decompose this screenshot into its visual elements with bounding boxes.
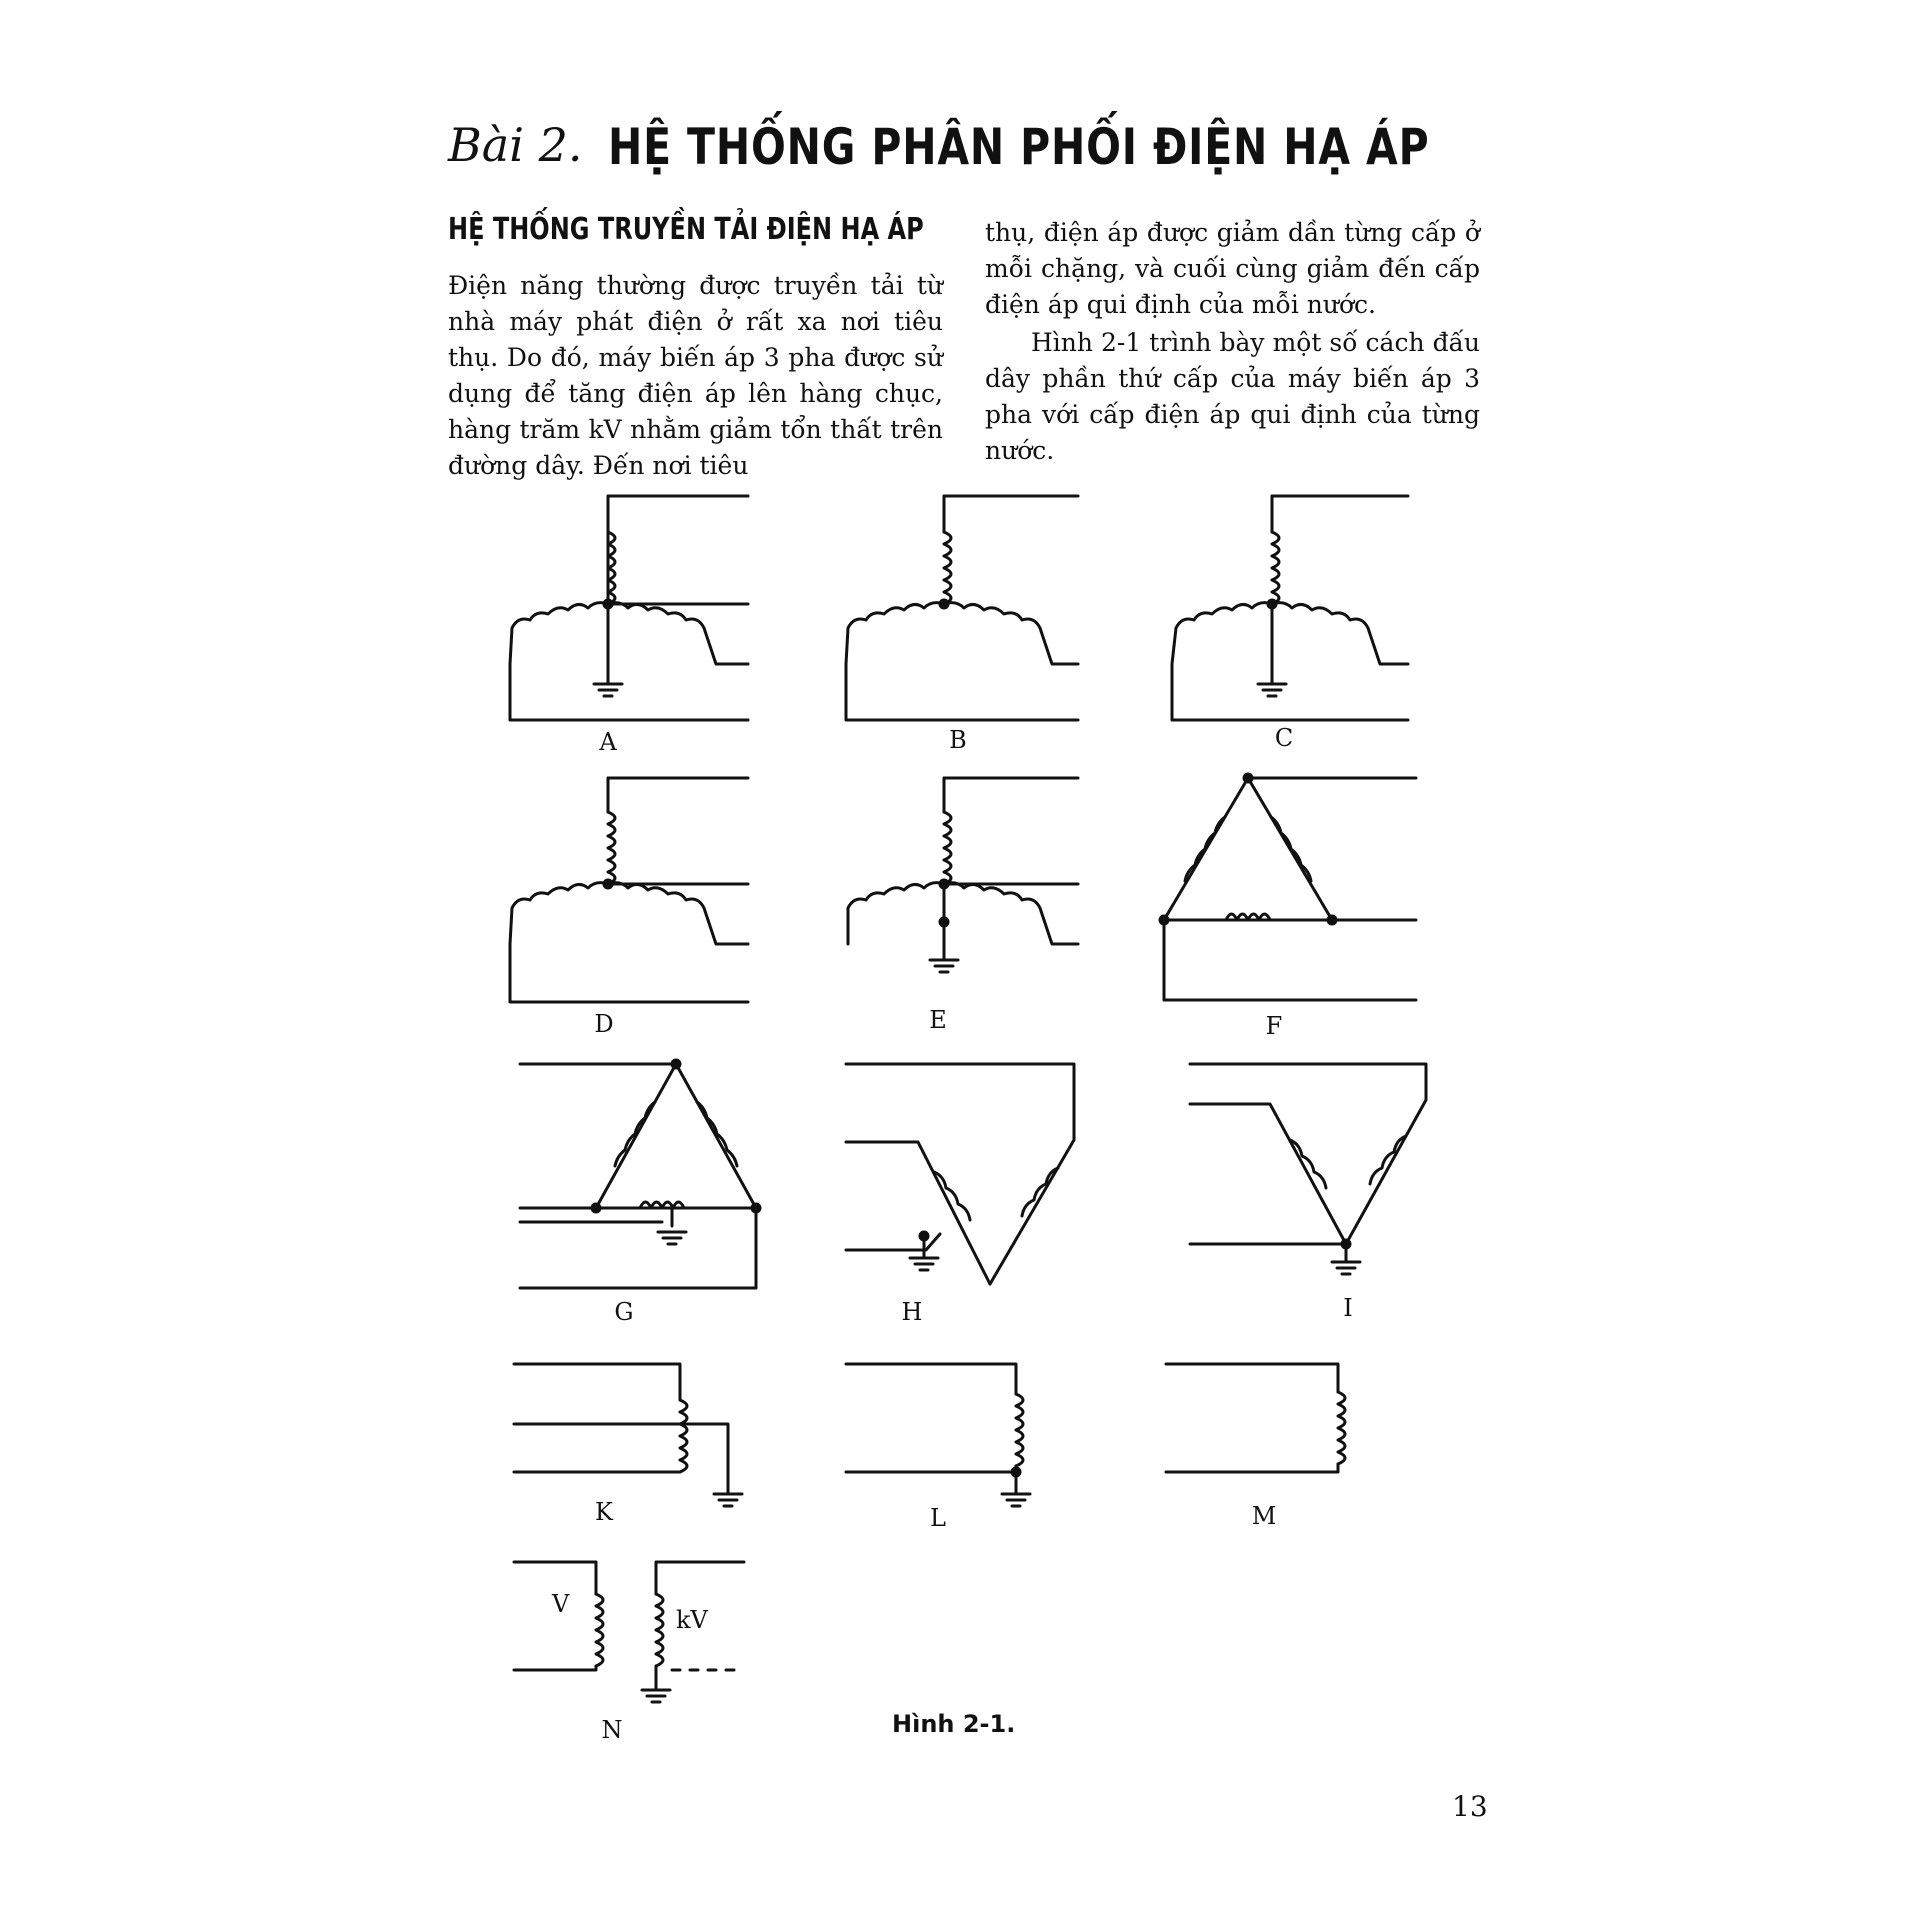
- paragraph-1: Điện năng thường được truyền tải từ nhà máy phát điện ở rất xa nơi tiêu thụ. Do đó, máy biến áp 3 pha được sử dụng để tăng điện áp lên hàng chục, hàng trăm kV nhằm giảm tổn thất trên đường dây. Đến nơi tiêu: [448, 271, 943, 480]
- diagram-k: [514, 1364, 742, 1506]
- label-a: A: [599, 728, 617, 756]
- label-k: K: [595, 1498, 613, 1526]
- label-b: B: [949, 726, 967, 754]
- diagram-d: [510, 778, 748, 1002]
- diagram-e: [848, 778, 1078, 972]
- page-number: 13: [1452, 1790, 1488, 1823]
- label-h: H: [901, 1298, 923, 1326]
- diagram-m: [1166, 1364, 1345, 1472]
- label-d: D: [594, 1010, 614, 1038]
- diagram-g: [520, 1060, 760, 1288]
- label-i: I: [1343, 1294, 1353, 1322]
- paragraph-2: thụ, điện áp được giảm dần từng cấp ở mỗi chặng, và cuối cùng giảm đến cấp điện áp qui định của mỗi nước.: [985, 218, 1480, 319]
- section-heading: HỆ THỐNG TRUYỀN TẢI ĐIỆN HẠ ÁP: [448, 212, 924, 247]
- lesson-label: Bài 2.: [448, 118, 583, 172]
- diagram-i: [1190, 1064, 1426, 1274]
- unit-kv-label: kV: [676, 1606, 708, 1634]
- label-l: L: [930, 1504, 946, 1532]
- diagram-h: [846, 1064, 1074, 1284]
- label-g: G: [614, 1298, 634, 1326]
- paragraph-3: Hình 2-1 trình bày một số cách đấu dây phần thứ cấp của máy biến áp 3 pha với cấp điện áp qui định của từng nước.: [985, 328, 1480, 465]
- diagram-f: [1160, 774, 1416, 1000]
- figure-caption: Hình 2-1.: [892, 1710, 1016, 1738]
- label-n: N: [601, 1716, 623, 1744]
- label-f: F: [1265, 1012, 1283, 1040]
- label-c: C: [1274, 724, 1294, 752]
- label-e: E: [929, 1006, 947, 1034]
- label-m: M: [1251, 1502, 1277, 1530]
- diagram-n: [514, 1562, 744, 1702]
- diagram-c: [1172, 496, 1408, 720]
- page-title: HỆ THỐNG PHÂN PHỐI ĐIỆN HẠ ÁP: [608, 118, 1430, 176]
- diagram-b: [846, 496, 1078, 720]
- diagram-l: [846, 1364, 1030, 1506]
- diagram-a: [510, 496, 748, 720]
- unit-v-label: V: [552, 1590, 570, 1618]
